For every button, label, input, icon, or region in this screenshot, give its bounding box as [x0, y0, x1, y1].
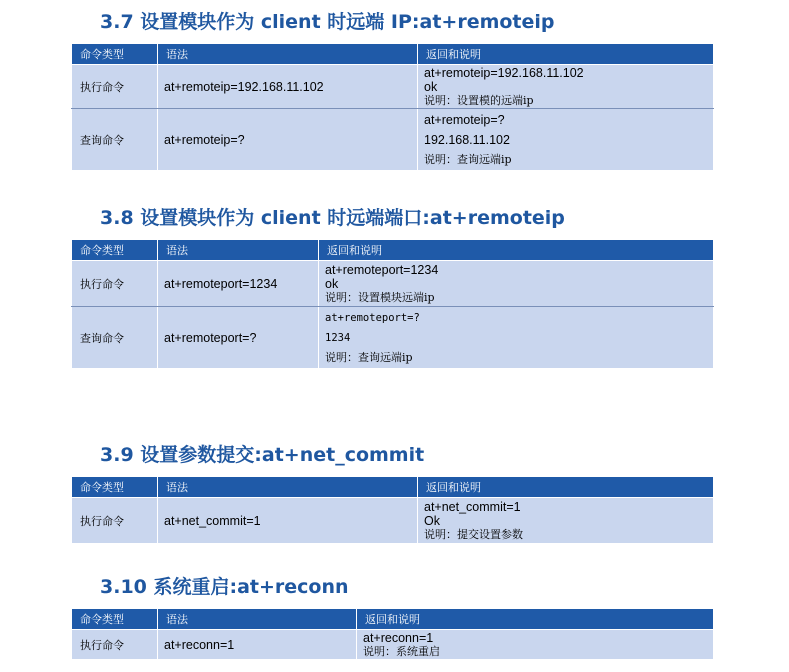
return-line: at+net_commit=1 [424, 499, 521, 514]
command-table-3-8 [71, 239, 714, 369]
header-syntax: 语法 [158, 477, 418, 498]
return-cell [418, 65, 714, 109]
return-note: 说明：查询远端ip [325, 350, 413, 364]
header-syntax: 语法 [158, 609, 357, 630]
return-cell [357, 630, 714, 660]
return-line: at+remoteip=? [424, 112, 505, 127]
header-command-type: 命令类型 [72, 240, 158, 261]
table-row [72, 109, 714, 171]
command-table-3-7 [71, 43, 714, 171]
table-row [72, 498, 714, 544]
return-note: 说明：提交设置参数 [424, 527, 523, 541]
return-line: 192.168.11.102 [424, 132, 510, 147]
table-header-row [72, 609, 714, 630]
command-syntax: at+remoteip=? [158, 109, 418, 171]
return-cell [418, 498, 714, 544]
return-cell [418, 109, 714, 171]
table-row [72, 307, 714, 369]
command-type: 查询命令 [72, 307, 158, 369]
header-command-type: 命令类型 [72, 44, 158, 65]
command-type: 执行命令 [72, 65, 158, 109]
return-line: at+remoteport=? [325, 311, 420, 324]
table-row [72, 261, 714, 307]
return-cell [319, 261, 714, 307]
command-type: 执行命令 [72, 498, 158, 544]
table-header-row [72, 44, 714, 65]
return-cell [319, 307, 714, 369]
return-note: 说明：设置模块远端ip [325, 290, 435, 304]
command-syntax: at+net_commit=1 [158, 498, 418, 544]
section-heading-3-7: 3.7 设置模块作为 client 时远端 IP:at+remoteip [100, 11, 555, 33]
command-syntax: at+remoteport=1234 [158, 261, 319, 307]
return-note: 说明：查询远端ip [424, 152, 512, 166]
command-syntax: at+remoteport=? [158, 307, 319, 369]
header-command-type: 命令类型 [72, 477, 158, 498]
command-type: 执行命令 [72, 630, 158, 660]
section-heading-3-9: 3.9 设置参数提交:at+net_commit [100, 444, 425, 466]
header-command-type: 命令类型 [72, 609, 158, 630]
return-note: 说明：系统重启 [363, 644, 440, 658]
command-syntax: at+remoteip=192.168.11.102 [158, 65, 418, 109]
return-line: at+remoteip=192.168.11.102 [424, 65, 584, 80]
return-line: ok [325, 276, 339, 291]
command-type: 查询命令 [72, 109, 158, 171]
command-table-3-9 [71, 476, 714, 544]
section-heading-3-8: 3.8 设置模块作为 client 时远端端口:at+remoteip [100, 207, 565, 229]
return-note: 说明：设置模的远端ip [424, 93, 534, 107]
header-return: 返回和说明 [319, 240, 714, 261]
section-heading-3-10: 3.10 系统重启:at+reconn [100, 576, 349, 598]
return-line: Ok [424, 513, 440, 528]
return-line: at+reconn=1 [363, 630, 434, 645]
header-syntax: 语法 [158, 240, 319, 261]
table-row [72, 65, 714, 109]
return-line: ok [424, 79, 438, 94]
command-table-3-10 [71, 608, 714, 660]
return-line: 1234 [325, 331, 351, 344]
header-return: 返回和说明 [418, 44, 714, 65]
table-header-row [72, 240, 714, 261]
header-return: 返回和说明 [357, 609, 714, 630]
command-type: 执行命令 [72, 261, 158, 307]
header-return: 返回和说明 [418, 477, 714, 498]
table-row [72, 630, 714, 660]
command-syntax: at+reconn=1 [158, 630, 357, 660]
header-syntax: 语法 [158, 44, 418, 65]
return-line: at+remoteport=1234 [325, 262, 439, 277]
table-header-row [72, 477, 714, 498]
